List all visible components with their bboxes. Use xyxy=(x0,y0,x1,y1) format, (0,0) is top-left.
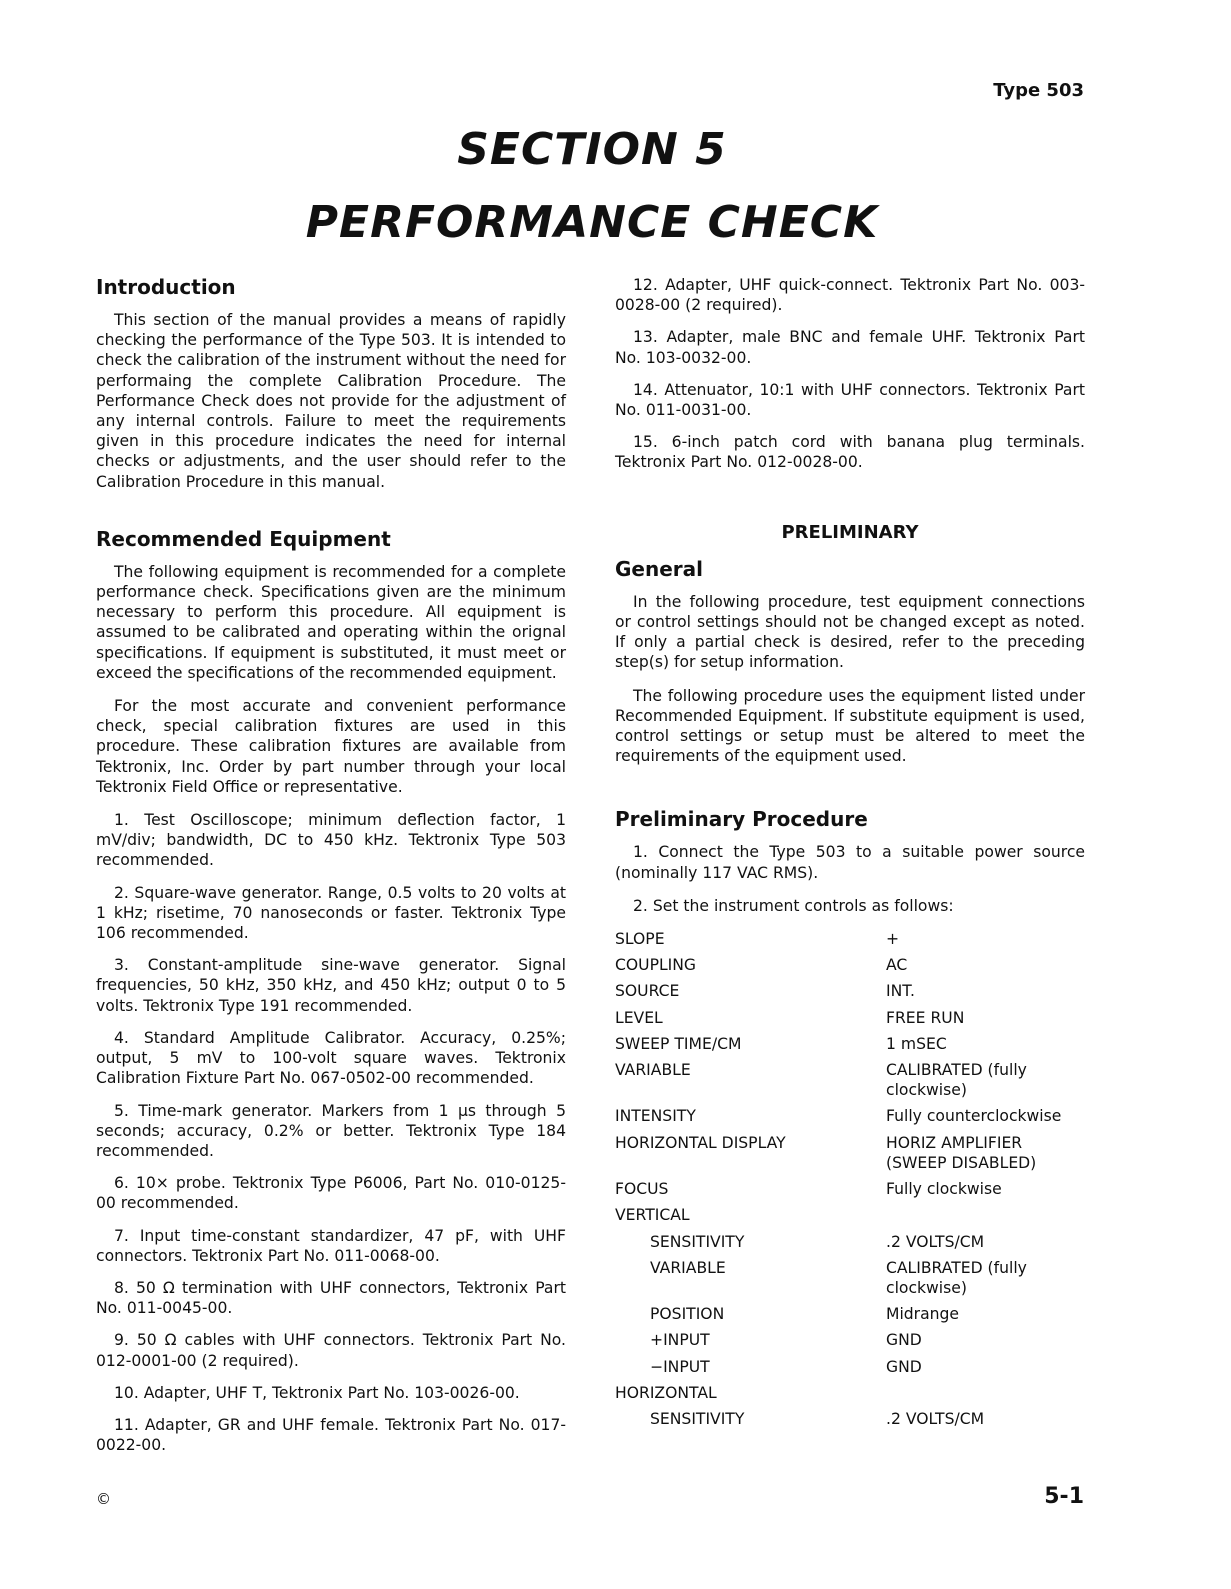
control-name: VARIABLE xyxy=(650,1258,726,1277)
table-row xyxy=(615,955,1085,981)
control-name: SWEEP TIME/CM xyxy=(615,1034,742,1053)
table-row xyxy=(615,1232,1085,1258)
control-name: +INPUT xyxy=(650,1331,710,1350)
preliminary-procedure-heading: Preliminary Procedure xyxy=(615,807,868,832)
equipment-item: 9. 50 Ω cables with UHF connectors. Tektronix Part No. 012-0001-00 (2 required). xyxy=(96,1331,566,1370)
equipment-item: 7. Input time-constant standardizer, 47 pF, with UHF connectors. Tektronix Part No. 011-0068-00. xyxy=(96,1226,566,1265)
general-paragraph: The following procedure uses the equipment listed under Recommended Equipment. If substitute equipment is used, control settings or setup must be altered to meet the requirements of the equipment used. xyxy=(615,686,1085,766)
table-row xyxy=(615,929,1085,955)
procedure-step: 2. Set the instrument controls as follows: xyxy=(633,896,954,915)
control-value xyxy=(886,1205,1085,1231)
control-name: SOURCE xyxy=(615,982,680,1001)
table-row xyxy=(615,1060,1085,1106)
table-row xyxy=(615,1383,1085,1409)
preliminary-heading: PRELIMINARY xyxy=(781,521,919,543)
introduction-text: This section of the manual provides a means of rapidly checking the performance of the Type 503. It is intended to check the calibration of the instrument without the need for performaing the complete Calibration Procedure. The Performance Check does not provide for the adjustment of any internal controls. Failure to meet the requirements given in this procedure indicates the need for internal checks or adjustments, and the user should refer to the Calibration Procedure in this manual. xyxy=(96,311,566,491)
recommended-equipment-heading: Recommended Equipment xyxy=(96,526,391,551)
table-row xyxy=(615,1008,1085,1034)
table-row xyxy=(615,981,1085,1007)
control-value: Fully counterclockwise xyxy=(886,1107,1062,1126)
right-column xyxy=(615,275,1085,1435)
equipment-item: 6. 10× probe. Tektronix Type P6006, Part No. 010-0125-00 recommended. xyxy=(96,1174,566,1213)
table-row xyxy=(615,1205,1085,1231)
control-value: CALIBRATED (fully clockwise) xyxy=(886,1061,1027,1100)
copyright-mark: © xyxy=(96,1490,111,1508)
page-number: 5-1 xyxy=(1044,1484,1084,1509)
control-value: Midrange xyxy=(886,1305,960,1324)
control-value: GND xyxy=(886,1357,922,1376)
equipment-item: 4. Standard Amplitude Calibrator. Accuracy, 0.25%; output, 5 mV to 100-volt square waves. Tektronix Calibration Fixture Part No. 067-0502-00 recommended. xyxy=(96,1028,566,1088)
control-name: LEVEL xyxy=(615,1008,663,1027)
control-settings-table xyxy=(615,929,1085,1435)
control-name: SENSITIVITY xyxy=(650,1232,745,1251)
control-name: VARIABLE xyxy=(615,1061,691,1080)
control-name: COUPLING xyxy=(615,956,697,975)
table-row xyxy=(615,1330,1085,1356)
table-row xyxy=(615,1106,1085,1132)
control-value: 1 mSEC xyxy=(886,1034,947,1053)
control-group: HORIZONTAL xyxy=(615,1383,717,1402)
introduction-heading: Introduction xyxy=(96,275,236,299)
section-subtitle: PERFORMANCE CHECK xyxy=(305,197,879,248)
control-value: INT. xyxy=(886,982,915,1001)
general-heading: General xyxy=(615,556,703,581)
control-value xyxy=(886,1383,1085,1409)
equipment-list-continued xyxy=(615,275,1085,473)
equipment-paragraph: For the most accurate and convenient performance check, special calibration fixtures are used in this procedure. These calibration fixtures are available from Tektronix, Inc. Order by part number through your local Tektronix Field Office or representative. xyxy=(96,697,566,796)
control-value: FREE RUN xyxy=(886,1008,965,1027)
general-paragraph: In the following procedure, test equipment connections or control settings should not be changed except as noted. If only a partial check is desired, refer to the preceding step(s) for setup information. xyxy=(615,592,1085,672)
control-value: + xyxy=(886,930,900,949)
control-name: FOCUS xyxy=(615,1180,669,1199)
running-head: Type 503 xyxy=(993,80,1084,101)
equipment-list xyxy=(96,810,566,1455)
equipment-item: 11. Adapter, GR and UHF female. Tektronix Part No. 017-0022-00. xyxy=(96,1415,566,1455)
control-value: GND xyxy=(886,1331,922,1350)
table-row xyxy=(615,1304,1085,1330)
control-value: HORIZ AMPLIFIER (SWEEP DISABLED) xyxy=(886,1133,1037,1172)
control-name: HORIZONTAL DISPLAY xyxy=(615,1133,786,1152)
control-name: POSITION xyxy=(650,1305,725,1324)
left-column xyxy=(96,275,566,1467)
table-row xyxy=(615,1179,1085,1205)
control-name: INTENSITY xyxy=(615,1107,696,1126)
equipment-item: 1. Test Oscilloscope; minimum deflection factor, 1 mV/div; bandwidth, DC to 450 kHz. Tektronix Type 503 recommended. xyxy=(96,811,566,870)
equipment-item: 8. 50 Ω termination with UHF connectors, Tektronix Part No. 011-0045-00. xyxy=(96,1278,566,1318)
equipment-paragraph: The following equipment is recommended for a complete performance check. Specifications given are the minimum necessary to perform this procedure. All equipment is assumed to be calibrated and operating within the orignal specifications. If equipment is substituted, it must meet or exceed the specifications of the recommended equipment. xyxy=(96,562,566,682)
procedure-step: 1. Connect the Type 503 to a suitable power source (nominally 117 VAC RMS). xyxy=(615,843,1085,882)
equipment-item: 14. Attenuator, 10:1 with UHF connectors. Tektronix Part No. 011-0031-00. xyxy=(615,380,1085,420)
equipment-item: 15. 6-inch patch cord with banana plug terminals. Tektronix Part No. 012-0028-00. xyxy=(615,433,1085,472)
equipment-item: 12. Adapter, UHF quick-connect. Tektronix Part No. 003-0028-00 (2 required). xyxy=(615,276,1085,315)
control-value: .2 VOLTS/CM xyxy=(886,1409,985,1428)
equipment-item: 5. Time-mark generator. Markers from 1 μs through 5 seconds; accuracy, 0.2% or better. Tektronix Type 184 recommended. xyxy=(96,1101,566,1160)
control-name: SLOPE xyxy=(615,930,665,949)
equipment-item: 2. Square-wave generator. Range, 0.5 volts to 20 volts at 1 kHz; risetime, 70 nanoseconds or faster. Tektronix Type 106 recommended. xyxy=(96,883,566,943)
equipment-item: 10. Adapter, UHF T, Tektronix Part No. 103-0026-00. xyxy=(114,1383,520,1402)
equipment-item: 3. Constant-amplitude sine-wave generator. Signal frequencies, 50 kHz, 350 kHz, and 450 kHz; output 0 to 5 volts. Tektronix Type 191 recommended. xyxy=(96,956,566,1015)
control-name: SENSITIVITY xyxy=(650,1409,745,1428)
table-row xyxy=(615,1133,1085,1179)
control-value: .2 VOLTS/CM xyxy=(886,1232,985,1251)
control-value: AC xyxy=(886,956,908,975)
control-group: VERTICAL xyxy=(615,1206,690,1225)
table-row xyxy=(615,1409,1085,1435)
control-value: CALIBRATED (fully clockwise) xyxy=(886,1258,1027,1297)
control-value: Fully clockwise xyxy=(886,1180,1002,1199)
table-row xyxy=(615,1034,1085,1060)
equipment-item: 13. Adapter, male BNC and female UHF. Tektronix Part No. 103-0032-00. xyxy=(615,328,1085,367)
table-row xyxy=(615,1258,1085,1304)
control-name: −INPUT xyxy=(650,1357,710,1376)
table-row xyxy=(615,1357,1085,1383)
section-title: SECTION 5 xyxy=(457,124,727,175)
